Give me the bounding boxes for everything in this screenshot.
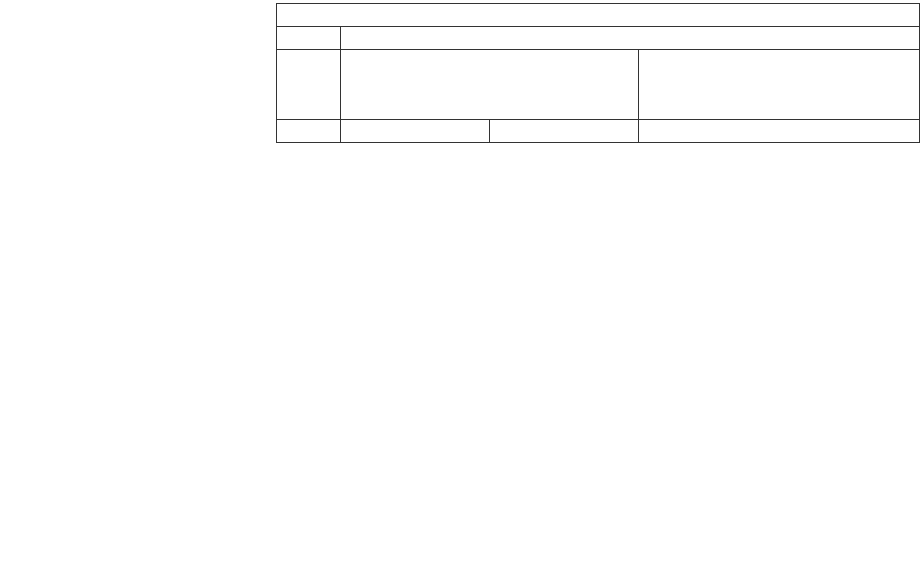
table-title bbox=[277, 4, 920, 27]
three-position-spools-table bbox=[276, 3, 920, 143]
row-code bbox=[277, 50, 341, 120]
spool-symbol-c bbox=[341, 50, 639, 120]
table-row-c bbox=[277, 50, 920, 120]
code-header bbox=[277, 27, 341, 50]
standard-header bbox=[341, 120, 490, 143]
spool-type-009-header bbox=[490, 120, 639, 143]
all-spools-header bbox=[341, 27, 920, 50]
valve-symbol-icon bbox=[425, 67, 555, 107]
c-description bbox=[639, 50, 920, 120]
